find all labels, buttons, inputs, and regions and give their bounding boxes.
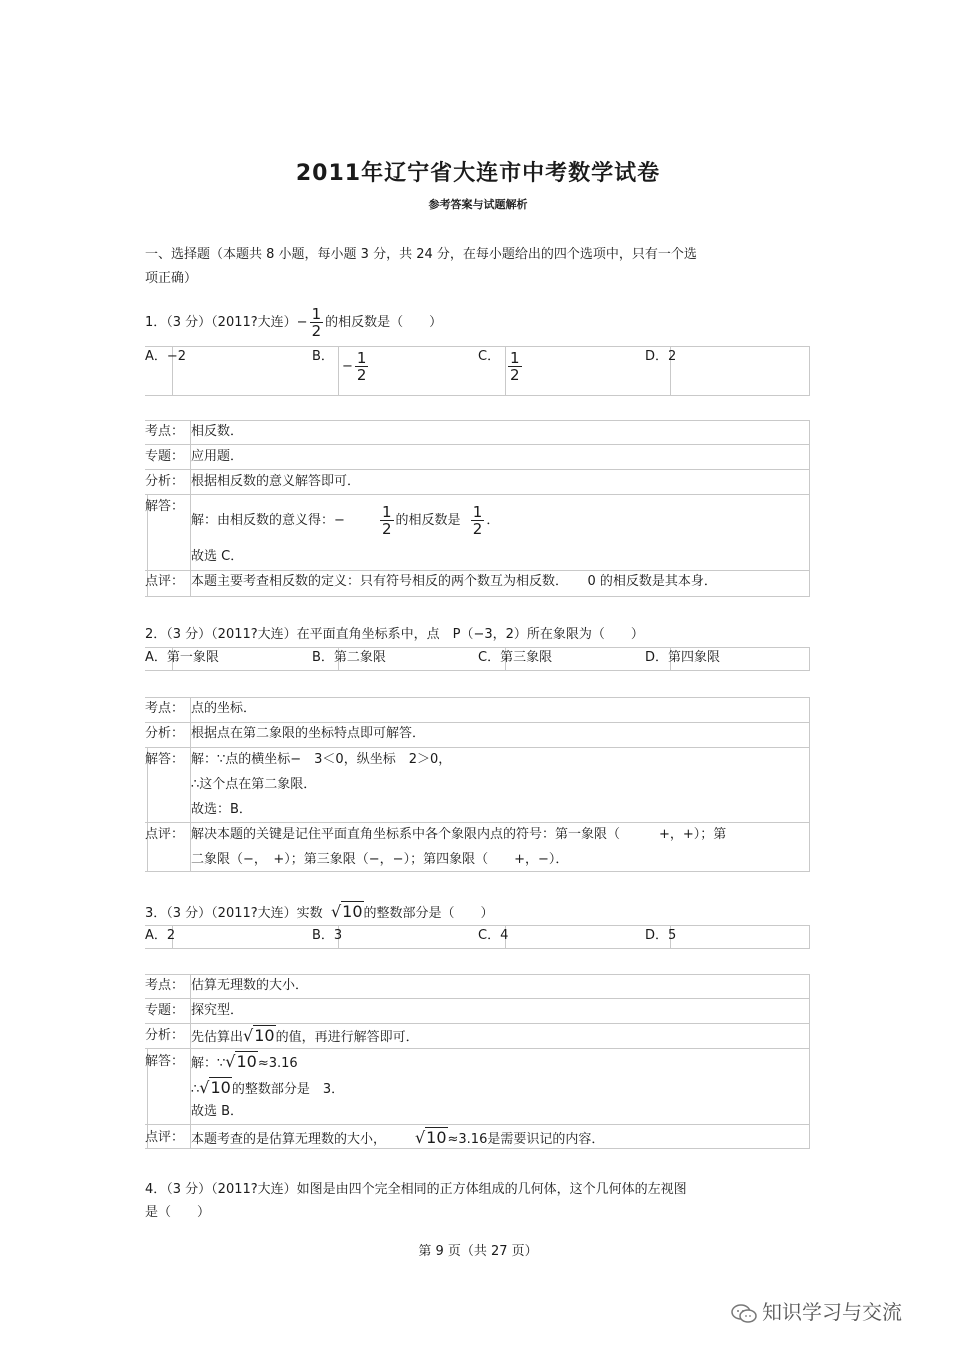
q2-dianping-1: 解决本题的关键是记住平面直角坐标系中各个象限内点的符号：第一象限（ +，+）；第 [191,827,727,842]
q3-dianping: 本题考查的是估算无理数的大小， √10≈3.16是需要识记的内容． [191,1128,605,1147]
option-c: C．4 [478,928,509,943]
option-c: C．第三象限 [478,650,553,665]
label-dianping: 点评： [145,827,185,842]
label-jieda: 解答： [145,752,185,767]
question-1-stem: 1．（3 分）（2011?大连）− $\frac{1}{2}$ 的相反数是（ ） [145,305,443,340]
question-2-stem: 2．（3 分）（2011?大连）在平面直角坐标系中，点 P（−3，2）所在象限为（ ） [145,627,644,642]
option-a: A．−2 [145,349,187,364]
option-b: B．3 [312,928,343,943]
q3-fenxi: 先估算出√10的值，再进行解答即可． [191,1026,419,1045]
label-zhuanti: 专题： [145,1003,185,1018]
page-footer: 第 9 页（共 27 页） [418,1244,538,1259]
label-dianping: 点评： [145,1130,185,1145]
label-dianping: 点评： [145,574,185,589]
option-d: D．2 [645,349,677,364]
q3-jieda-3: 故选 B． [191,1104,244,1119]
label-kaodian: 考点： [145,424,185,439]
section-heading: 一、选择题（本题共 8 小题，每小题 3 分，共 24 分，在每小题给出的四个选项中，只有一个选 [145,247,697,262]
option-a: A．第一象限 [145,650,219,665]
option-a: A．2 [145,928,176,943]
option-d: D．第四象限 [645,650,721,665]
q3-jieda-2: ∴√10的整数部分是 3． [191,1078,345,1097]
q2-jieda-3: 故选：B． [191,802,252,817]
q2-jieda-1: 解：∵点的横坐标− 3＜0，纵坐标 2＞0， [191,752,452,767]
wechat-icon [730,1303,758,1325]
q3-jieda-1: 解：∵√10≈3.16 [191,1052,298,1071]
label-zhuanti: 专题： [145,449,185,464]
q2-jieda-2: ∴这个点在第二象限． [191,777,317,792]
q1-jieda-choice: 故选 C． [191,549,244,564]
label-kaodian: 考点： [145,978,185,993]
option-b: B．第二象限 [312,650,386,665]
fraction: $\frac{1}{2}$ [311,305,322,340]
question-3-stem: 3．（3 分）（2011?大连）实数 √10的整数部分是（ ） [145,902,494,921]
watermark: 知识学习与交流 [730,1296,902,1325]
q1-zhuanti: 应用题． [191,449,244,464]
option-b-value: − $\frac{1}{2}$ [342,349,367,384]
q3-kaodian: 估算无理数的大小． [191,978,309,993]
q2-kaodian: 点的坐标． [191,701,257,716]
page-title: 2011年辽宁省大连市中考数学试卷 [295,161,661,186]
question-4-stem-cont: 是（ ） [145,1205,211,1220]
q3-zhuanti: 探究型． [191,1003,244,1018]
label-fenxi: 分析： [145,474,185,489]
sqrt-10: √10 [330,902,363,921]
option-c: C． [478,349,501,364]
q1-dianping: 本题主要考查相反数的定义：只有符号相反的两个数互为相反数． 0 的相反数是其本身． [191,574,717,589]
page-subtitle: 参考答案与试题解析 [428,198,528,211]
label-jieda: 解答： [145,499,185,514]
option-b: B． [312,349,334,364]
option-d: D．5 [645,928,677,943]
label-jieda: 解答： [145,1054,185,1069]
label-kaodian: 考点： [145,701,185,716]
section-heading-cont: 项正确） [145,271,198,286]
q1-jieda-line: 解：由相反数的意义得：− $\frac{1}{2}$ 的相反数是 $\frac{1}{2}$ ． [191,503,500,538]
question-4-stem: 4．（3 分）（2011?大连）如图是由四个完全相同的正方体组成的几何体，这个几何体的左视图 [145,1182,687,1197]
option-c-value: $\frac{1}{2}$ [510,349,520,384]
q2-fenxi: 根据点在第二象限的坐标特点即可解答． [191,726,426,741]
label-fenxi: 分析： [145,1028,185,1043]
q2-dianping-2: 二象限（−， +）；第三象限（−，−）；第四象限（ +，−）． [191,852,569,867]
label-fenxi: 分析： [145,726,185,741]
q1-fenxi: 根据相反数的意义解答即可． [191,474,361,489]
q1-kaodian: 相反数． [191,424,244,439]
